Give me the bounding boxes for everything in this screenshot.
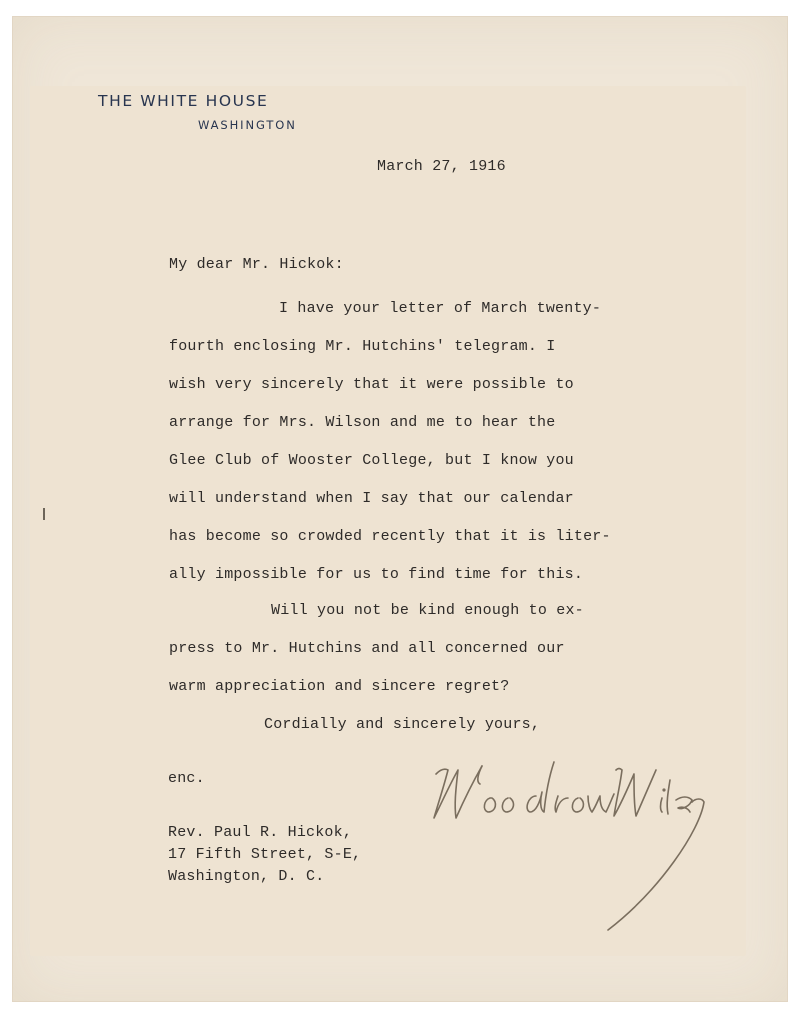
body-line: wish very sincerely that it were possible to <box>169 376 574 393</box>
body-line: Glee Club of Wooster College, but I know you <box>169 452 574 469</box>
body-line: will understand when I say that our calendar <box>169 490 574 507</box>
letterhead-title: THE WHITE HOUSE <box>98 92 269 110</box>
body-line: ally impossible for us to find time for this. <box>169 566 584 583</box>
letter-date: March 27, 1916 <box>377 158 506 175</box>
address-line: 17 Fifth Street, S-E, <box>168 846 362 863</box>
margin-mark <box>43 508 45 520</box>
letterhead-subtitle: WASHINGTON <box>198 118 297 132</box>
body-line: Will you not be kind enough to ex- <box>271 602 584 619</box>
body-line: fourth enclosing Mr. Hutchins' telegram. I <box>169 338 556 355</box>
letter-closing: Cordially and sincerely yours, <box>264 716 541 733</box>
enclosure-note: enc. <box>168 770 205 787</box>
address-line: Rev. Paul R. Hickok, <box>168 824 353 841</box>
address-line: Washington, D. C. <box>168 868 325 885</box>
body-line: warm appreciation and sincere regret? <box>169 678 510 695</box>
body-line: I have your letter of March twenty- <box>279 300 602 317</box>
body-line: arrange for Mrs. Wilson and me to hear the <box>169 414 556 431</box>
signature-image <box>420 740 710 940</box>
body-line: has become so crowded recently that it is liter- <box>169 528 611 545</box>
letter-salutation: My dear Mr. Hickok: <box>169 256 344 273</box>
body-line: press to Mr. Hutchins and all concerned our <box>169 640 565 657</box>
